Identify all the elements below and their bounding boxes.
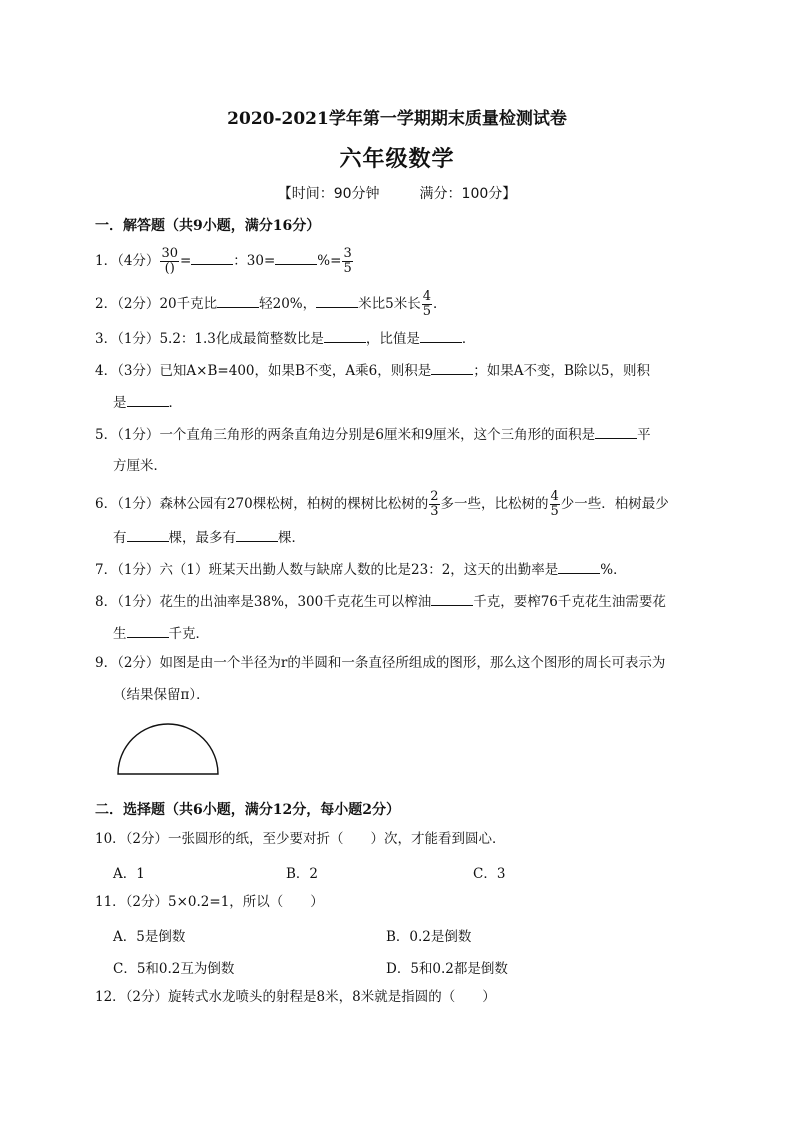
question-12: 12．（2分）旋转式水龙喷头的射程是8米，8米就是指圆的（ ） — [95, 989, 496, 1005]
answer-blank[interactable] — [558, 559, 600, 574]
question-2: 2．（2分）20千克比 轻20%， 米比5米长 $\frac{4}{5}$ ． — [95, 289, 447, 319]
question-4: 4．（3分）已知A×B=400，如果B不变，A乘6，则积是 ；如果A不变，B除以5，则积 — [95, 360, 705, 381]
option-d[interactable]: D．5和0.2都是倒数 — [386, 961, 508, 977]
option-a[interactable]: A．1 — [113, 866, 145, 882]
time-limit: 【时间：90分钟 — [277, 186, 380, 202]
section-2-heading: 二．选择题（共6小题，满分12分，每小题2分） — [95, 802, 400, 818]
answer-blank[interactable] — [431, 591, 473, 606]
question-3: 3．（1分）5.2：1.3化成最简整数比是 ，比值是 ． — [95, 328, 705, 349]
option-a[interactable]: A．5是倒数 — [113, 929, 186, 945]
question-5: 5．（1分）一个直角三角形的两条直角边分别是6厘米和9厘米，这个三角形的面积是 平 — [95, 424, 705, 445]
option-c[interactable]: C．5和0.2互为倒数 — [113, 961, 235, 977]
full-score: 满分：100分】 — [419, 186, 517, 202]
question-11: 11．（2分）5×0.2=1，所以（ ） — [95, 894, 324, 910]
answer-blank[interactable] — [316, 293, 358, 308]
answer-blank[interactable] — [127, 623, 169, 638]
question-8-cont: 生 千克． — [113, 623, 209, 644]
question-10: 10．（2分）一张圆形的纸，至少要对折（ ）次，才能看到圆心． — [95, 831, 506, 847]
question-9: 9．（2分）如图是由一个半径为r的半圆和一条直径所组成的图形，那么这个图形的周长可表示为 — [95, 655, 666, 671]
question-6: 6．（1分）森林公园有270棵松树，柏树的棵树比松树的 $\frac{2}{3}$ 多一些，比松树的 $\frac{4}{5}$ 少一些．柏树最少 — [95, 489, 669, 519]
page-subtitle: 六年级数学 — [339, 146, 455, 172]
question-5-cont: 方厘米． — [113, 458, 167, 474]
answer-blank[interactable] — [595, 424, 637, 439]
answer-blank[interactable] — [324, 328, 366, 343]
page-title: 2020-2021学年第一学期期末质量检测试卷 — [227, 109, 567, 129]
answer-blank[interactable] — [431, 360, 473, 375]
option-b[interactable]: B．0.2是倒数 — [386, 929, 472, 945]
semicircle-figure — [115, 718, 221, 778]
fraction: $\frac{3}{5}$ — [343, 246, 352, 276]
fraction: $\frac{4}{5}$ — [422, 289, 432, 319]
fraction: $\frac{4}{5}$ — [550, 489, 559, 519]
question-6-cont: 有 棵，最多有 棵． — [113, 527, 305, 548]
answer-blank[interactable] — [420, 328, 462, 343]
question-7: 7．（1分）六（1）班某天出勤人数与缺席人数的比是23：2，这天的出勤率是 %． — [95, 559, 705, 580]
question-8: 8．（1分）花生的出油率是38%，300千克花生可以榨油 千克，要榨76千克花生油需要花 — [95, 591, 705, 612]
section-1-heading: 一．解答题（共9小题，满分16分） — [95, 218, 321, 234]
answer-blank[interactable] — [236, 527, 278, 542]
option-b[interactable]: B．2 — [286, 866, 319, 882]
question-9-cont: （结果保留π）． — [113, 687, 210, 703]
question-4-cont: 是 ． — [113, 392, 182, 413]
question-1: 1．（4分） $\frac{30}{()}$ = ：30= %= $\frac{3}{5}$ — [95, 246, 352, 276]
answer-blank[interactable] — [127, 392, 169, 407]
answer-blank[interactable] — [217, 293, 259, 308]
answer-blank[interactable] — [127, 527, 169, 542]
option-c[interactable]: C．3 — [473, 866, 506, 882]
fraction: $\frac{2}{3}$ — [430, 489, 439, 519]
exam-meta — [0, 183, 794, 203]
answer-blank[interactable] — [191, 250, 233, 265]
fraction: $\frac{30}{()}$ — [161, 246, 178, 276]
answer-blank[interactable] — [275, 250, 317, 265]
